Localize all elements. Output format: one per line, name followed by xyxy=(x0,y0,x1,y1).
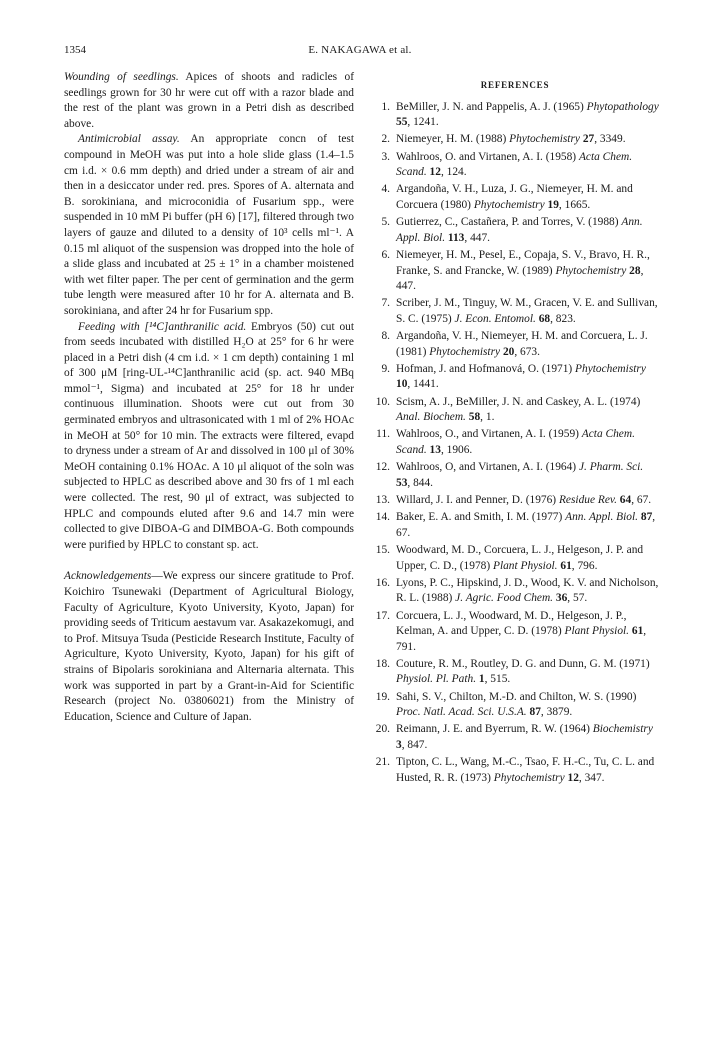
reference-journal: Phytochemistry xyxy=(509,133,580,146)
reference-text xyxy=(396,427,660,458)
reference-authors: Couture, R. M., Routley, D. G. and Dunn, G. M. (1971) xyxy=(396,657,650,670)
acknowledgements-text: —We express our sincere gratitude to Prof. Koichiro Tsunewaki (Department of Agricultural Biology, Faculty of Agriculture, Kyoto University, Kyoto, Japan) for providing seeds of Triticum aestavum var. Asakazekomugi, and to Prof. Mitsuya Tsuda (Pesticide Research Institute, Faculty of Agriculture, Kyoto University, Kyoto, Japan) for his gift of strains of Bipolaris sorokiniana and Alternaria alternata. This work was supported in part by a Grant-in-Aid for Scientific Research (project No. 03806021) from the Ministry of Education, Science and Culture of Japan. xyxy=(64,570,354,723)
reference-text xyxy=(396,576,660,607)
methods-column xyxy=(64,70,354,725)
reference-authors: Lyons, P. C., Hipskind, J. D., Wood, K. V. and Nicholson, R. L. (1988) xyxy=(396,576,659,605)
reference-journal: Biochemistry xyxy=(592,723,653,736)
reference-volume: 20 xyxy=(502,345,515,358)
reference-volume: 36 xyxy=(555,592,568,605)
reference-number: 20. xyxy=(375,723,390,736)
reference-text xyxy=(396,657,660,688)
reference-item xyxy=(370,609,660,656)
reference-pages: , 447. xyxy=(396,264,644,293)
reference-authors: Niemeyer, H. M. (1988) xyxy=(396,133,510,146)
paragraph-text: Apices of shoots and radicles of seedlings grown for 30 hr were cut off with a razor blade and the rest of the plant was grown in a Petri dish as described above. xyxy=(64,71,354,130)
reference-text xyxy=(396,609,660,656)
reference-journal: Phytochemistry xyxy=(493,771,565,784)
reference-text xyxy=(396,100,660,131)
reference-volume: 12 xyxy=(429,166,441,179)
reference-volume: 12 xyxy=(567,771,579,784)
reference-number: 14. xyxy=(375,511,390,524)
reference-authors: Corcuera, L. J., Woodward, M. D., Helgeson, J. P., Kelman, A. and Upper, C. D. (1978) xyxy=(396,609,627,638)
reference-item xyxy=(370,690,660,721)
reference-number: 3. xyxy=(381,150,390,163)
reference-authors: Woodward, M. D., Corcuera, L. J., Helgeson, J. P. and Upper, C. D., (1978) xyxy=(396,543,644,572)
reference-number: 19. xyxy=(375,690,390,703)
reference-number: 13. xyxy=(375,493,390,506)
reference-text xyxy=(396,690,660,721)
reference-pages: , 124. xyxy=(440,166,467,179)
reference-text xyxy=(396,296,660,327)
reference-text xyxy=(396,215,660,246)
reference-pages: , 847. xyxy=(401,739,428,752)
references-column xyxy=(370,78,660,788)
reference-volume: 87 xyxy=(529,706,541,719)
reference-pages: , 1441. xyxy=(407,378,439,391)
reference-number: 1. xyxy=(381,100,390,113)
reference-number: 6. xyxy=(381,248,390,261)
reference-pages: , 447. xyxy=(464,231,491,244)
reference-journal: Anal. Biochem. xyxy=(396,411,466,424)
reference-journal: Phytopathology xyxy=(586,100,659,113)
reference-journal: Acta Chem. Scand. xyxy=(396,428,635,456)
reference-volume: 27 xyxy=(582,133,595,146)
reference-number: 5. xyxy=(381,216,390,229)
reference-item xyxy=(370,100,660,131)
paragraph-text: An appropriate concn of test compound in MeOH was put into a hole slide glass (1.4–1.5 cm i.d. × 0.6 mm depth) and dried under a stream of air and then in a desiccator under red. pres. Spores of A. alternata and B. sorokiniana, and microconidia of Fusarium spp., were suspended in 10 mM Pi buffer (pH 6) [17], filtered through two layers of gauze and diluted to a density of 10³ cells ml⁻¹. A 0.15 ml aliquot of the suspension was dropped into the hole of a slide glass and incubated at 25 ± 1° in a chamber moistened with wet filter paper. The per cent of germination and the germ tube length were measured after 10 hr for A. alternata and B. sorokiniana, and after 24 hr for Fusarium spp. xyxy=(64,133,354,317)
reference-item xyxy=(370,362,660,393)
reference-pages: , 1665. xyxy=(558,198,591,211)
reference-item xyxy=(370,460,660,491)
reference-volume: 113 xyxy=(447,231,465,244)
reference-authors: Wahlroos, O. and Virtanen, A. I. (1958) xyxy=(396,150,579,163)
reference-pages: , 67. xyxy=(631,493,652,506)
reference-authors: Scriber, J. M., Tinguy, W. M., Gracen, V. E. and Sullivan, S. C. (1975) xyxy=(396,297,658,325)
paragraph-lead: Wounding of seedlings. xyxy=(64,71,179,83)
reference-journal: Proc. Natl. Acad. Sci. U.S.A. xyxy=(396,706,527,719)
reference-authors: Argandoña, V. H., Niemeyer, H. M. and Corcuera, L. J. (1981) xyxy=(396,330,648,358)
reference-number: 9. xyxy=(381,362,390,375)
reference-volume: 13 xyxy=(429,444,441,456)
reference-list xyxy=(370,100,660,787)
reference-item xyxy=(370,510,660,541)
reference-text xyxy=(396,510,660,541)
reference-authors: Tipton, C. L., Wang, M.-C., Tsao, F. H.-C., Tu, C. L. and Husted, R. R. (1973) xyxy=(396,756,655,784)
reference-number: 21. xyxy=(375,756,390,769)
reference-volume: 53 xyxy=(396,476,408,489)
reference-authors: Niemeyer, H. M., Pesel, E., Copaja, S. V., Bravo, H. R., Franke, S. and Francke, W. (1989) xyxy=(396,248,650,277)
reference-journal: J. Pharm. Sci. xyxy=(578,461,644,474)
reference-number: 17. xyxy=(375,609,390,622)
reference-authors: Reimann, J. E. and Byerrum, R. W. (1964) xyxy=(396,723,593,736)
reference-authors: Argandoña, V. H., Luza, J. G., Niemeyer, H. M. and Corcuera (1980) xyxy=(396,183,633,211)
reference-text xyxy=(396,543,660,574)
reference-pages: , 67. xyxy=(396,511,656,539)
reference-pages: , 1241. xyxy=(407,116,439,129)
reference-text xyxy=(396,460,660,491)
reference-number: 11. xyxy=(376,428,390,441)
reference-text xyxy=(396,362,660,393)
running-head: E. NAKAGAWA et al. xyxy=(308,44,412,56)
reference-item xyxy=(370,657,660,688)
reference-authors: Hofman, J. and Hofmanová, O. (1971) xyxy=(396,362,576,375)
reference-text xyxy=(396,132,660,148)
reference-item xyxy=(370,493,660,509)
reference-item xyxy=(370,755,660,786)
paragraph-wounding xyxy=(64,70,354,132)
reference-journal: Plant Physiol. xyxy=(564,625,630,638)
paragraph-antimicrobial xyxy=(64,132,354,319)
reference-volume: 28 xyxy=(629,264,641,277)
reference-journal: Residue Rev. xyxy=(558,493,617,506)
reference-pages: , 791. xyxy=(396,625,647,653)
reference-journal: Phytochemistry xyxy=(555,264,627,277)
paragraph-text: Embryos (50) cut out from seeds incubated with distilled H₂O at 25° for 6 hr were placed in a Petri dish (4 cm i.d. × 1 cm depth) containing 1 ml of 300 μM [ring-UL-¹⁴C]anthranilic acid (sp. act. 940 MBq mmol⁻¹, Sigma) and incubated at 25° for 18 hr under continuous illumination. Shoots were cut out from 30 germinated embryos and ultrasonicated with 1 ml of 2% HOAc in MeOH at 50° for 10 min. The extracts were filtered, evapd to dryness under a stream of Ar and dissolved in 100 μl of 30% MeOH containing 0.1% HOAc. A 10 μl aliquot of the soln was subjected to HPLC as described above and 30 frs of 1 ml each were collected. The rest, 90 μl of extract, was subjected to HPLC and compounds eluted after 9.6 and 14.7 min were collected to give DIBOA-G and DIMBOA-G. Both compounds were purified by HPLC to constant sp. act. xyxy=(64,320,355,551)
reference-authors: Baker, E. A. and Smith, I. M. (1977) xyxy=(396,511,566,524)
reference-number: 4. xyxy=(381,183,390,196)
reference-number: 8. xyxy=(381,330,390,343)
reference-pages: , 1906. xyxy=(440,444,473,456)
reference-authors: Sahi, S. V., Chilton, M.-D. and Chilton, W. S. (1990) xyxy=(396,690,637,703)
reference-number: 15. xyxy=(375,543,390,556)
reference-authors: Wahlroos, O, and Virtanen, A. I. (1964) xyxy=(396,461,579,474)
reference-journal: J. Econ. Entomol. xyxy=(454,312,536,325)
reference-authors: Wahlroos, O., and Virtanen, A. I. (1959) xyxy=(396,428,582,441)
reference-journal: Phytochemistry xyxy=(473,198,545,211)
reference-volume: 64 xyxy=(619,493,632,506)
paragraph-lead: Feeding with [¹⁴C]anthranilic acid. xyxy=(78,320,247,333)
reference-number: 18. xyxy=(375,657,390,670)
paragraph-feeding xyxy=(64,320,354,554)
reference-text xyxy=(396,722,660,753)
reference-pages: , 1. xyxy=(480,411,495,424)
reference-volume: 58 xyxy=(468,411,481,424)
reference-pages: , 515. xyxy=(484,673,511,686)
reference-volume: 19 xyxy=(547,198,559,211)
reference-text xyxy=(396,182,660,213)
page-number: 1354 xyxy=(64,44,86,56)
reference-pages: , 844. xyxy=(407,476,434,489)
reference-item xyxy=(370,576,660,607)
reference-text xyxy=(396,150,660,181)
acknowledgements xyxy=(64,569,354,725)
reference-pages: , 796. xyxy=(571,559,598,572)
reference-item xyxy=(370,427,660,458)
reference-journal: Phytochemistry xyxy=(429,345,501,358)
reference-volume: 10 xyxy=(396,378,408,391)
reference-journal: Phytochemistry xyxy=(575,362,646,375)
reference-text xyxy=(396,248,660,295)
reference-pages: , 347. xyxy=(578,771,605,784)
reference-volume: 87 xyxy=(640,511,653,524)
reference-item xyxy=(370,132,660,148)
reference-pages: , 3349. xyxy=(594,133,626,146)
reference-authors: Gutierrez, C., Castañera, P. and Torres, V. (1988) xyxy=(396,216,622,229)
reference-volume: 61 xyxy=(560,559,572,572)
reference-item xyxy=(370,182,660,213)
reference-journal: Physiol. Pl. Path. xyxy=(396,673,477,686)
reference-volume: 61 xyxy=(631,625,644,638)
reference-item xyxy=(370,150,660,181)
reference-item xyxy=(370,722,660,753)
reference-pages: , 57. xyxy=(567,592,588,605)
paragraph-lead: Antimicrobial assay. xyxy=(78,133,180,146)
reference-pages: , 3879. xyxy=(540,706,573,719)
reference-number: 16. xyxy=(375,576,390,589)
reference-text xyxy=(396,329,660,360)
reference-number: 12. xyxy=(375,461,390,474)
reference-journal: Acta Chem. Scand. xyxy=(396,150,633,179)
reference-item xyxy=(370,215,660,246)
reference-volume: 3 xyxy=(396,739,402,752)
reference-text xyxy=(396,755,660,786)
reference-item xyxy=(370,296,660,327)
reference-journal: Ann. Appl. Biol. xyxy=(565,511,639,524)
reference-volume: 55 xyxy=(396,116,408,129)
reference-pages: , 673. xyxy=(514,345,540,358)
reference-number: 7. xyxy=(381,297,390,310)
reference-item xyxy=(370,543,660,574)
reference-number: 2. xyxy=(381,133,390,146)
reference-journal: Ann. Appl. Biol. xyxy=(396,216,643,244)
references-heading: REFERENCES xyxy=(480,80,550,90)
reference-number: 10. xyxy=(375,395,390,408)
reference-item xyxy=(370,395,660,426)
reference-volume: 1 xyxy=(478,673,485,686)
reference-authors: Willard, J. I. and Penner, D. (1976) xyxy=(396,493,559,506)
reference-text xyxy=(396,493,660,509)
reference-journal: J. Agric. Food Chem. xyxy=(455,592,554,605)
reference-authors: BeMiller, J. N. and Pappelis, A. J. (1965) xyxy=(396,100,587,113)
reference-text xyxy=(396,395,660,426)
reference-volume: 68 xyxy=(538,312,551,325)
reference-authors: Scism, A. J., BeMiller, J. N. and Caskey, A. L. (1974) xyxy=(396,395,641,408)
reference-item xyxy=(370,329,660,360)
reference-pages: , 823. xyxy=(550,312,576,325)
reference-journal: Plant Physiol. xyxy=(492,559,558,572)
acknowledgements-lead: Acknowledgements xyxy=(64,570,152,583)
reference-item xyxy=(370,248,660,295)
